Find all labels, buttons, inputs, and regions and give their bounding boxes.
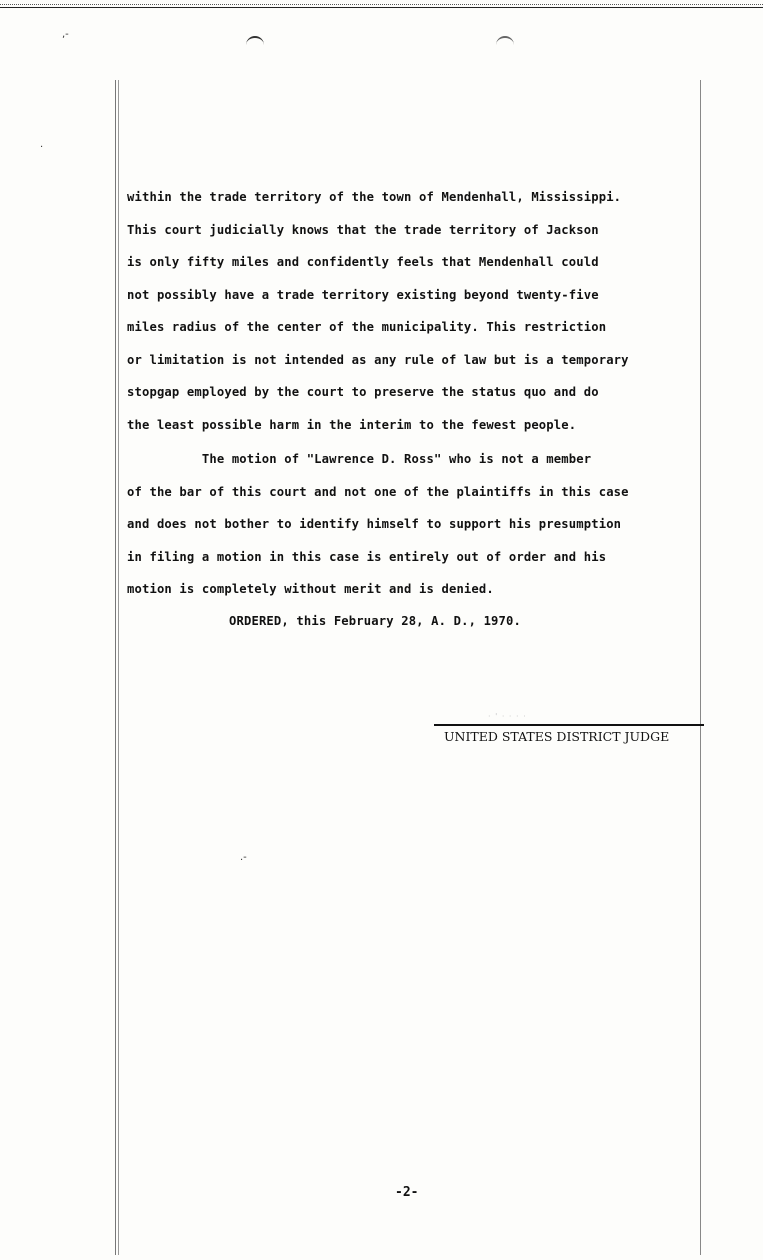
text-line: and does not bother to identify himself to support his presumption [127, 517, 622, 531]
text-line: the least possible harm in the interim to the fewest people. [127, 417, 577, 432]
page-number: -2- [395, 1185, 419, 1200]
text-line: in filing a motion in this case is entirely out of order and his [127, 549, 607, 564]
scan-speck: .- [240, 852, 247, 863]
right-margin-rule [700, 80, 701, 1255]
signature-title: UNITED STATES DISTRICT JUDGE [444, 729, 670, 744]
scan-speck: . [40, 139, 44, 150]
punch-hole-left [246, 36, 264, 48]
punch-hole-right [496, 36, 514, 48]
page-top-edge [0, 0, 763, 5]
faint-signature-mark: · ' · · · · [488, 712, 527, 721]
page-top-rule [0, 7, 763, 8]
order-line: ORDERED, this February 28, A. D., 1970. [229, 614, 522, 628]
left-margin-rule [115, 80, 119, 1255]
scan-speck: ,- [62, 29, 69, 40]
text-line: or limitation is not intended as any rule of law but is a temporary [127, 352, 629, 367]
text-line: motion is completely without merit and is denied. [127, 582, 494, 596]
text-line: is only fifty miles and confidently feels that Mendenhall could [127, 255, 599, 269]
text-line: miles radius of the center of the municipality. This restriction [127, 320, 607, 334]
text-line: of the bar of this court and not one of the plaintiffs in this case [127, 484, 629, 499]
text-line: within the trade territory of the town of Mendenhall, Mississippi. [127, 190, 622, 204]
text-line: not possibly have a trade territory existing beyond twenty-five [127, 287, 599, 302]
text-line: This court judicially knows that the trade territory of Jackson [127, 222, 599, 237]
signature-line [434, 724, 704, 726]
text-line: stopgap employed by the court to preserve the status quo and do [127, 385, 599, 399]
text-line: The motion of "Lawrence D. Ross" who is not a member [127, 452, 592, 466]
